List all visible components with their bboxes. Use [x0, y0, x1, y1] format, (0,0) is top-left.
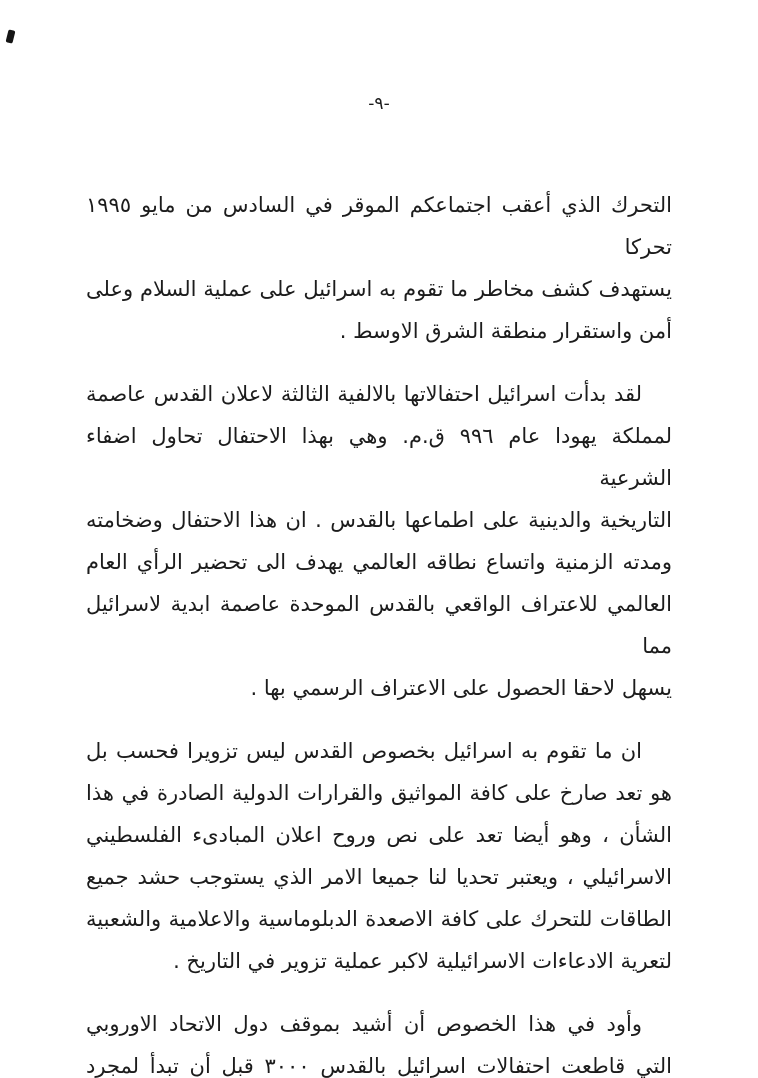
text-line: وأود في هذا الخصوص أن أشيد بموقف دول الاتحاد الاوروبي — [86, 1012, 642, 1036]
paragraph-2 — [86, 373, 672, 709]
text-line: هو تعد صارخ على كافة المواثيق والقرارات الدولية الصادرة في هذا — [86, 781, 672, 805]
text-line: يسهل لاحقا الحصول على الاعتراف الرسمي بها . — [250, 676, 672, 700]
text-line: ان ما تقوم به اسرائيل بخصوص القدس ليس تزويرا فحسب بل — [86, 739, 642, 763]
text-line: لقد بدأت اسرائيل احتفالاتها بالالفية الثالثة لاعلان القدس عاصمة — [86, 382, 642, 406]
document-body — [0, 114, 758, 1078]
paragraph-4 — [86, 1003, 672, 1078]
text-line: التحرك الذي أعقب اجتماعكم الموقر في السادس من مايو ١٩٩٥ تحركا — [86, 193, 672, 259]
paragraph-3 — [86, 730, 672, 982]
text-line: ومدته الزمنية واتساع نطاقه العالمي يهدف الى تحضير الرأي العام — [86, 550, 672, 574]
page-number: -٩- — [368, 94, 390, 114]
paragraph-1 — [86, 184, 672, 352]
text-line: الاسرائيلي ، ويعتبر تحديا لنا جميعا الامر الذي يستوجب حشد جميع — [86, 865, 672, 889]
text-line: يستهدف كشف مخاطر ما تقوم به اسرائيل على عملية السلام وعلى — [86, 277, 672, 301]
text-line: العالمي للاعتراف الواقعي بالقدس الموحدة عاصمة ابدية لاسرائيل مما — [86, 592, 672, 658]
text-line: التي قاطعت احتفالات اسرائيل بالقدس ٣٠٠٠ قبل أن تبدأ لمجرد — [86, 1054, 672, 1078]
text-line: لمملكة يهودا عام ٩٩٦ ق.م. وهي بهذا الاحتفال تحاول اضفاء الشرعية — [86, 424, 672, 490]
text-line: التاريخية والدينية على اطماعها بالقدس . ان هذا الاحتفال وضخامته — [86, 508, 672, 532]
text-line: الشأن ، وهو أيضا تعد على نص وروح اعلان المبادىء الفلسطيني — [86, 823, 672, 847]
text-line: لتعرية الادعاءات الاسرائيلية لاكبر عملية تزوير في التاريخ . — [173, 949, 672, 973]
text-line: أمن واستقرار منطقة الشرق الاوسط . — [339, 319, 672, 343]
text-line: الطاقات للتحرك على كافة الاصعدة الدبلوماسية والاعلامية والشعبية — [86, 907, 672, 931]
